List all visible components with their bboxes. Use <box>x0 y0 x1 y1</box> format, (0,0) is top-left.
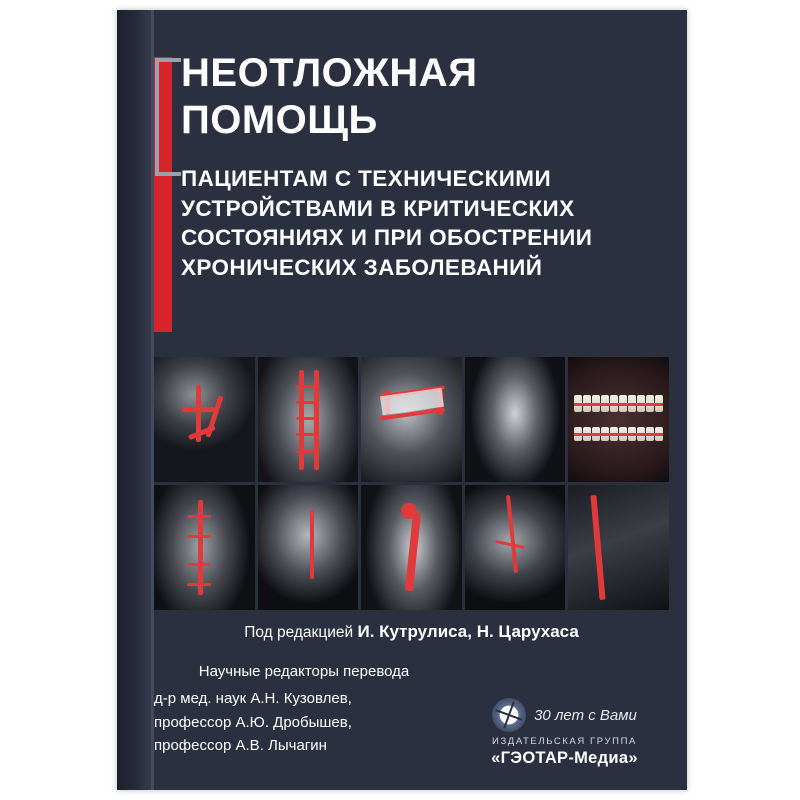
image-cell-knee-joint-xray <box>465 357 566 482</box>
bracket-decoration-icon <box>155 58 181 176</box>
book-cover <box>117 10 687 790</box>
xray-image-grid <box>154 357 669 610</box>
image-cell-chest-xray <box>465 485 566 610</box>
publisher-group-label: ИЗДАТЕЛЬСКАЯ ГРУППА <box>492 736 637 747</box>
edited-by-prefix: Под редакцией <box>244 624 354 641</box>
publisher-globe-icon <box>492 698 526 732</box>
publisher-logo-block <box>462 698 667 768</box>
scientific-editor-name-3: профессор А.В. Лычагин <box>154 736 327 754</box>
edited-by-names: И. Кутрулиса, Н. Царухаса <box>357 622 579 641</box>
image-cell-pelvis-xray <box>154 357 255 482</box>
title-block <box>181 50 661 283</box>
image-cell-abdominal-xray <box>258 485 359 610</box>
image-cell-femur-xray <box>154 485 255 610</box>
page-title: НЕОТЛОЖНАЯ ПОМОЩЬ <box>181 51 478 142</box>
scientific-editor-name-1: д-р мед. наук А.Н. Кузовлев, <box>154 690 352 708</box>
image-cell-dental-braces <box>568 357 669 482</box>
image-cell-hip-prosthesis-xray <box>361 485 462 610</box>
scientific-editors-block <box>154 660 454 757</box>
scientific-editor-name-2: профессор А.Ю. Дробышев, <box>154 713 352 731</box>
page-subtitle: ПАЦИЕНТАМ С ТЕХНИЧЕСКИМИ УСТРОЙСТВАМИ В КРИТИЧЕСКИХ СОСТОЯНИЯХ И ПРИ ОБОСТРЕНИИ ХРОНИЧЕСКИХ ЗАБОЛЕВАНИЙ <box>181 165 593 281</box>
publisher-logo-row <box>462 698 667 732</box>
publisher-slogan: 30 лет с Вами <box>534 706 637 724</box>
image-cell-skull-lateral-xray <box>361 357 462 482</box>
scientific-editors-header: Научные редакторы перевода <box>198 663 410 680</box>
image-cell-spine-rods-xray <box>258 357 359 482</box>
cover-spine <box>117 10 151 790</box>
publisher-name: «ГЭОТАР-Медиа» <box>491 749 638 767</box>
image-cell-thoracic-spine-xray <box>568 485 669 610</box>
edited-by-line <box>154 622 669 642</box>
